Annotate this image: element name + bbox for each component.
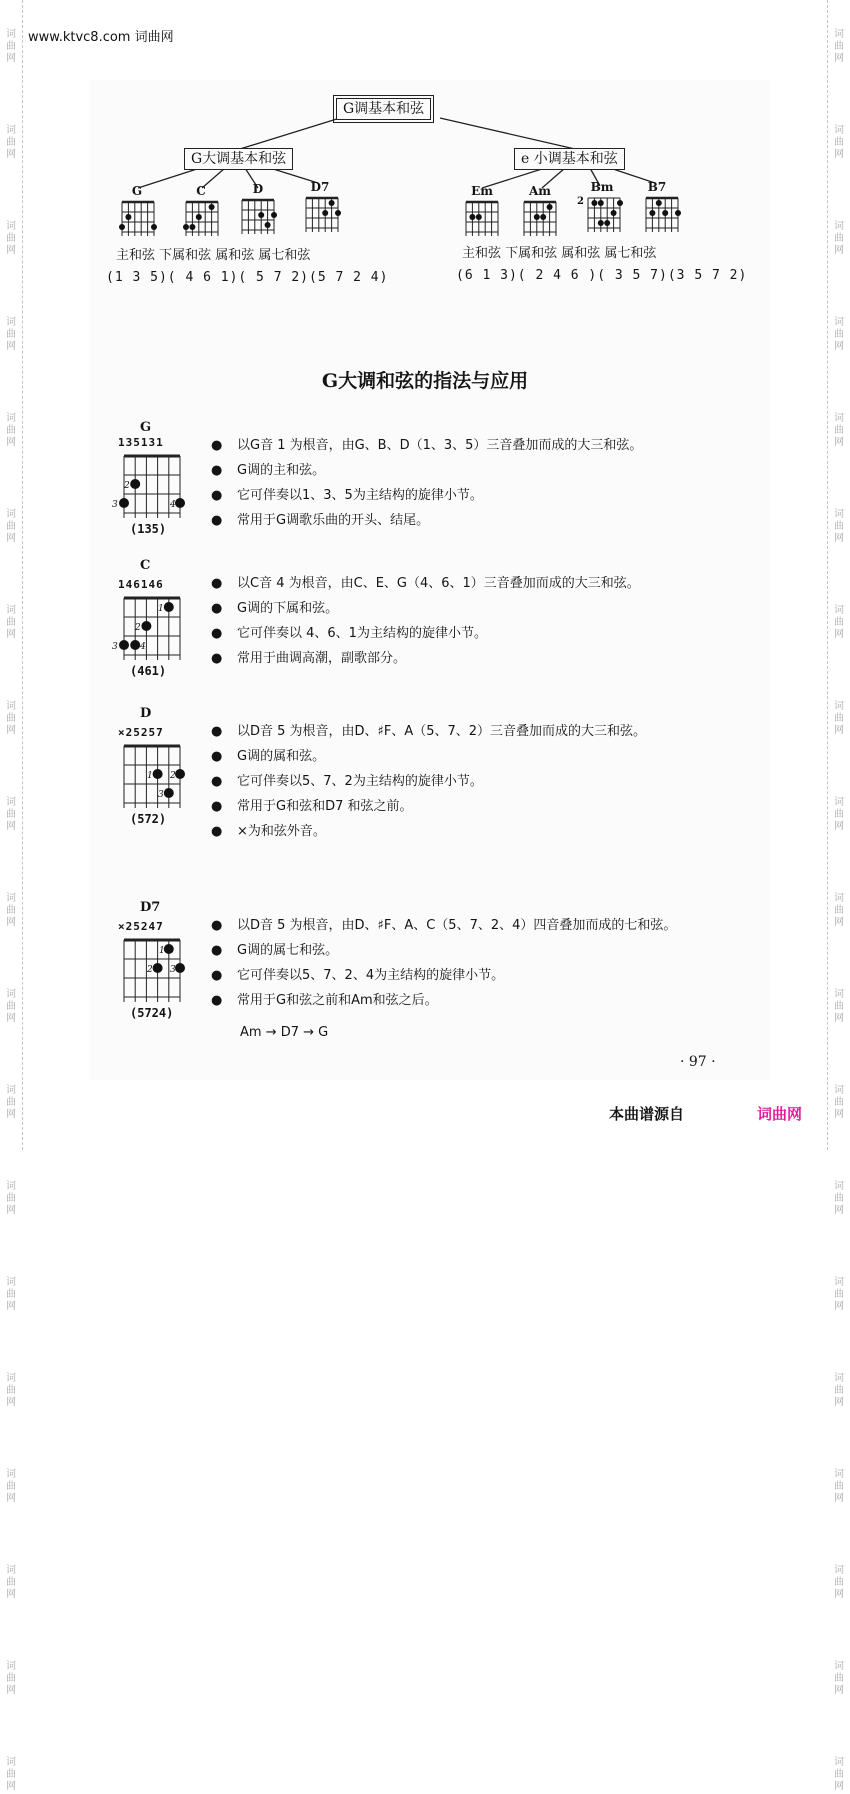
chord-sequence: Am → D7 → G xyxy=(240,1025,329,1040)
watermark-group xyxy=(0,1152,22,1218)
watermark-char: 网 xyxy=(6,1685,16,1696)
chord-name: D xyxy=(140,706,152,721)
watermark-group xyxy=(0,1248,22,1314)
watermark-char: 词 xyxy=(834,1661,844,1672)
watermark-char: 词 xyxy=(6,413,16,424)
fret-mark: 3 xyxy=(112,500,118,510)
watermark-char: 曲 xyxy=(834,1193,844,1204)
watermark-group xyxy=(828,1056,850,1122)
watermark-char: 曲 xyxy=(834,137,844,148)
mini-chord-bm-diagram xyxy=(586,196,622,234)
watermark-char: 曲 xyxy=(6,1289,16,1300)
chord-notes: (5724) xyxy=(130,1006,174,1020)
watermark-char: 词 xyxy=(834,29,844,40)
watermark-group xyxy=(0,768,22,834)
watermark-group xyxy=(828,384,850,450)
watermark-char: 网 xyxy=(834,917,844,928)
chord-diagram xyxy=(110,932,190,1004)
watermark-char: 网 xyxy=(834,1589,844,1600)
watermark-char: 词 xyxy=(834,1085,844,1096)
watermark-char: 曲 xyxy=(6,329,16,340)
watermark-char: 曲 xyxy=(6,41,16,52)
watermark-char: 网 xyxy=(834,629,844,640)
watermark-group xyxy=(828,1152,850,1218)
bullet-item: ● 以D音 5 为根音，由D、♯F、A（5、7、2）三音叠加而成的大三和弦。 xyxy=(205,722,646,747)
chord-bullet-list xyxy=(205,722,646,847)
watermark-char: 词 xyxy=(834,701,844,712)
mini-chord-em-diagram xyxy=(464,200,500,238)
bullet-item: ● 常用于G和弦和D7 和弦之前。 xyxy=(205,797,646,822)
watermark-char: 网 xyxy=(6,1589,16,1600)
watermark-char: 词 xyxy=(6,1469,16,1480)
watermark-group xyxy=(0,384,22,450)
major-chord-box: G大调基本和弦 xyxy=(184,148,293,170)
watermark-char: 网 xyxy=(6,1301,16,1312)
watermark-char: 词 xyxy=(6,1757,16,1768)
watermark-char: 网 xyxy=(834,245,844,256)
watermark-char: 曲 xyxy=(834,713,844,724)
watermark-char: 曲 xyxy=(834,617,844,628)
watermark-char: 词 xyxy=(6,1661,16,1672)
fret-mark: 1 xyxy=(158,604,164,614)
footer-source-label: 本曲谱源自 xyxy=(609,1105,685,1123)
watermark-char: 词 xyxy=(834,797,844,808)
watermark-char: 曲 xyxy=(6,425,16,436)
watermark-char: 词 xyxy=(6,1373,16,1384)
watermark-group xyxy=(0,1728,22,1794)
chord-notes: (572) xyxy=(130,812,167,826)
fret-mark: 4 xyxy=(170,500,176,510)
watermark-char: 曲 xyxy=(6,713,16,724)
mini-chord-g-diagram xyxy=(120,200,156,238)
watermark-char: 词 xyxy=(834,1373,844,1384)
watermark-char: 词 xyxy=(834,1277,844,1288)
bullet-item: ● G调的主和弦。 xyxy=(205,461,642,486)
watermark-char: 曲 xyxy=(834,1001,844,1012)
watermark-char: 词 xyxy=(834,1757,844,1768)
tree-chord-b7: B7 xyxy=(647,180,667,194)
watermark-char: 曲 xyxy=(834,329,844,340)
watermark-char: 词 xyxy=(834,125,844,136)
tree-chord-c: C xyxy=(196,184,206,198)
chord-tree xyxy=(0,0,850,320)
watermark-char: 曲 xyxy=(6,1769,16,1780)
mini-chord-d7-diagram xyxy=(304,196,340,234)
chord-bullet-list xyxy=(205,574,640,674)
watermark-char: 词 xyxy=(6,509,16,520)
fret-mark: 1 xyxy=(147,771,153,781)
watermark-char: 词 xyxy=(6,29,16,40)
tree-chord-g: G xyxy=(131,184,143,198)
watermark-char: 网 xyxy=(6,245,16,256)
section-title: G大调和弦的指法与应用 xyxy=(321,370,529,392)
watermark-char: 曲 xyxy=(834,233,844,244)
bullet-item: ● ×为和弦外音。 xyxy=(205,822,646,847)
watermark-char: 网 xyxy=(6,341,16,352)
watermark-group xyxy=(0,1344,22,1410)
chord-entry-d7 xyxy=(110,900,770,1040)
watermark-char: 网 xyxy=(834,821,844,832)
bullet-item: ● 它可伴奏以5、7、2、4为主结构的旋律小节。 xyxy=(205,966,676,991)
watermark-char: 曲 xyxy=(6,1673,16,1684)
chord-name: C xyxy=(140,558,151,573)
watermark-char: 网 xyxy=(834,1493,844,1504)
watermark-char: 曲 xyxy=(834,1289,844,1300)
watermark-char: 曲 xyxy=(6,137,16,148)
major-number-labels: (1 3 5)( 4 6 1)( 5 7 2)(5 7 2 4) xyxy=(106,270,389,285)
bullet-item: ● G调的属和弦。 xyxy=(205,747,646,772)
chord-entry-d xyxy=(110,706,770,839)
watermark-char: 曲 xyxy=(834,521,844,532)
minor-number-labels: (6 1 3)( 2 4 6 )( 3 5 7)(3 5 7 2) xyxy=(456,268,748,283)
watermark-char: 曲 xyxy=(834,1481,844,1492)
watermark-char: 网 xyxy=(834,149,844,160)
watermark-char: 曲 xyxy=(6,905,16,916)
fret-mark: 2 xyxy=(147,965,153,975)
watermark-group xyxy=(828,768,850,834)
watermark-char: 网 xyxy=(6,53,16,64)
watermark-char: 词 xyxy=(834,413,844,424)
watermark-char: 词 xyxy=(834,221,844,232)
watermark-char: 网 xyxy=(834,1397,844,1408)
fret-mark: 3 xyxy=(158,790,164,800)
bullet-item: ● 它可伴奏以1、3、5为主结构的旋律小节。 xyxy=(205,486,642,511)
bullet-item: ● G调的下属和弦。 xyxy=(205,599,640,624)
watermark-group xyxy=(828,1632,850,1698)
watermark-char: 网 xyxy=(834,53,844,64)
chord-bullet-list xyxy=(205,916,676,1016)
watermark-char: 曲 xyxy=(6,1385,16,1396)
chord-fingering: 146146 xyxy=(118,578,164,591)
footer-brand-link[interactable]: 词曲网 xyxy=(757,1105,803,1123)
chord-name: G xyxy=(140,420,152,435)
fret-mark: 1 xyxy=(159,946,165,956)
chord-diagram xyxy=(110,448,190,520)
watermark-char: 词 xyxy=(6,125,16,136)
watermark-char: 词 xyxy=(834,1181,844,1192)
watermark-group xyxy=(0,672,22,738)
watermark-char: 词 xyxy=(834,1565,844,1576)
site-header: www.ktvc8.com 词曲网 xyxy=(28,30,174,45)
watermark-char: 网 xyxy=(6,1109,16,1120)
watermark-char: 曲 xyxy=(834,905,844,916)
watermark-char: 曲 xyxy=(6,1481,16,1492)
bullet-item: ● G调的属七和弦。 xyxy=(205,941,676,966)
watermark-char: 网 xyxy=(834,1781,844,1792)
bm-fret-label: 2 xyxy=(577,196,584,207)
watermark-char: 曲 xyxy=(6,233,16,244)
mini-chord-b7-diagram xyxy=(644,196,680,234)
watermark-group xyxy=(0,1632,22,1698)
fret-mark: 3 xyxy=(112,642,118,652)
mini-chord-d-diagram xyxy=(240,198,276,236)
tree-chord-em: Em xyxy=(471,184,493,198)
watermark-char: 曲 xyxy=(6,617,16,628)
watermark-char: 曲 xyxy=(6,1097,16,1108)
watermark-char: 网 xyxy=(6,821,16,832)
chord-fingering: ×25247 xyxy=(118,920,164,933)
watermark-char: 网 xyxy=(834,1109,844,1120)
watermark-char: 词 xyxy=(6,221,16,232)
chord-entry-c xyxy=(110,558,770,678)
tree-chord-bm: Bm xyxy=(590,180,614,194)
watermark-char: 词 xyxy=(834,317,844,328)
watermark-char: 网 xyxy=(834,1013,844,1024)
bullet-item: ● 常用于G和弦之前和Am和弦之后。 xyxy=(205,991,676,1016)
bullet-item: ● 以G音 1 为根音，由G、B、D（1、3、5）三音叠加而成的大三和弦。 xyxy=(205,436,642,461)
watermark-char: 网 xyxy=(834,437,844,448)
watermark-char: 网 xyxy=(834,725,844,736)
watermark-char: 曲 xyxy=(6,521,16,532)
bullet-item: ● 常用于G调歌乐曲的开头、结尾。 xyxy=(205,511,642,536)
tree-chord-d: D xyxy=(252,182,264,196)
watermark-char: 词 xyxy=(6,989,16,1000)
watermark-char: 网 xyxy=(6,725,16,736)
watermark-char: 词 xyxy=(6,1181,16,1192)
watermark-group xyxy=(828,1344,850,1410)
watermark-char: 词 xyxy=(834,1469,844,1480)
chord-diagram xyxy=(110,738,190,810)
watermark-char: 曲 xyxy=(6,809,16,820)
watermark-group xyxy=(0,1440,22,1506)
bullet-item: ● 它可伴奏以 4、6、1为主结构的旋律小节。 xyxy=(205,624,640,649)
chord-name: D7 xyxy=(140,900,161,915)
watermark-char: 词 xyxy=(834,509,844,520)
watermark-char: 词 xyxy=(834,989,844,1000)
watermark-char: 曲 xyxy=(834,41,844,52)
watermark-char: 网 xyxy=(6,1493,16,1504)
watermark-group xyxy=(828,1440,850,1506)
watermark-char: 网 xyxy=(6,917,16,928)
tree-chord-am: Am xyxy=(528,184,551,198)
watermark-group xyxy=(0,1056,22,1122)
watermark-char: 网 xyxy=(834,533,844,544)
watermark-char: 曲 xyxy=(834,1097,844,1108)
watermark-char: 词 xyxy=(6,797,16,808)
chord-fingering: ×25257 xyxy=(118,726,164,739)
watermark-group xyxy=(0,864,22,930)
watermark-char: 网 xyxy=(6,1013,16,1024)
watermark-char: 词 xyxy=(6,1277,16,1288)
watermark-char: 网 xyxy=(6,149,16,160)
watermark-char: 网 xyxy=(6,1781,16,1792)
tree-chord-d7: D7 xyxy=(310,180,330,194)
fret-mark: 2 xyxy=(135,623,141,633)
watermark-char: 词 xyxy=(834,893,844,904)
watermark-char: 曲 xyxy=(834,425,844,436)
watermark-char: 曲 xyxy=(834,809,844,820)
watermark-char: 网 xyxy=(834,1685,844,1696)
watermark-char: 词 xyxy=(6,1565,16,1576)
watermark-char: 网 xyxy=(6,1397,16,1408)
watermark-group xyxy=(828,672,850,738)
watermark-char: 词 xyxy=(6,605,16,616)
major-function-labels: 主和弦 下属和弦 属和弦 属七和弦 xyxy=(116,248,311,263)
watermark-char: 曲 xyxy=(6,1577,16,1588)
watermark-char: 曲 xyxy=(834,1673,844,1684)
watermark-char: 网 xyxy=(6,533,16,544)
bullet-item: ● 常用于曲调高潮，副歌部分。 xyxy=(205,649,640,674)
watermark-char: 曲 xyxy=(6,1001,16,1012)
chord-notes: (135) xyxy=(130,522,167,536)
watermark-char: 词 xyxy=(6,701,16,712)
watermark-group xyxy=(828,576,850,642)
watermark-char: 词 xyxy=(834,605,844,616)
watermark-group xyxy=(828,960,850,1026)
watermark-group xyxy=(0,960,22,1026)
chord-bullet-list xyxy=(205,436,642,536)
fret-mark: 2 xyxy=(124,481,130,491)
minor-chord-box: e 小调基本和弦 xyxy=(514,148,625,170)
watermark-char: 网 xyxy=(6,437,16,448)
watermark-group xyxy=(828,864,850,930)
page-number: · 97 · xyxy=(680,1054,716,1070)
fret-mark: 4 xyxy=(140,642,146,652)
watermark-char: 词 xyxy=(6,1085,16,1096)
watermark-char: 网 xyxy=(834,1301,844,1312)
watermark-char: 网 xyxy=(6,1205,16,1216)
bullet-item: ● 以C音 4 为根音，由C、E、G（4、6、1）三音叠加而成的大三和弦。 xyxy=(205,574,640,599)
chord-fingering: 135131 xyxy=(118,436,164,449)
watermark-group xyxy=(828,1728,850,1794)
watermark-char: 曲 xyxy=(834,1577,844,1588)
bullet-item: ● 以D音 5 为根音，由D、♯F、A、C（5、7、2、4）四音叠加而成的七和弦。 xyxy=(205,916,676,941)
chord-diagram xyxy=(110,590,190,662)
watermark-char: 曲 xyxy=(6,1193,16,1204)
watermark-group xyxy=(0,1536,22,1602)
root-chord-box: G调基本和弦 xyxy=(336,98,431,120)
watermark-char: 词 xyxy=(6,893,16,904)
watermark-char: 词 xyxy=(6,317,16,328)
watermark-group xyxy=(828,1248,850,1314)
watermark-group xyxy=(828,480,850,546)
watermark-char: 网 xyxy=(6,629,16,640)
watermark-char: 曲 xyxy=(834,1769,844,1780)
watermark-char: 网 xyxy=(834,341,844,352)
bullet-item: ● 它可伴奏以5、7、2为主结构的旋律小节。 xyxy=(205,772,646,797)
watermark-group xyxy=(828,1536,850,1602)
mini-chord-am-diagram xyxy=(522,200,558,238)
minor-function-labels: 主和弦 下属和弦 属和弦 属七和弦 xyxy=(462,246,657,261)
watermark-char: 网 xyxy=(834,1205,844,1216)
chord-entry-g xyxy=(110,420,770,536)
fret-mark: 3 xyxy=(170,965,176,975)
watermark-group xyxy=(0,576,22,642)
fret-mark: 2 xyxy=(170,771,176,781)
watermark-group xyxy=(0,480,22,546)
chord-notes: (461) xyxy=(130,664,167,678)
watermark-char: 曲 xyxy=(834,1385,844,1396)
mini-chord-c-diagram xyxy=(184,200,220,238)
